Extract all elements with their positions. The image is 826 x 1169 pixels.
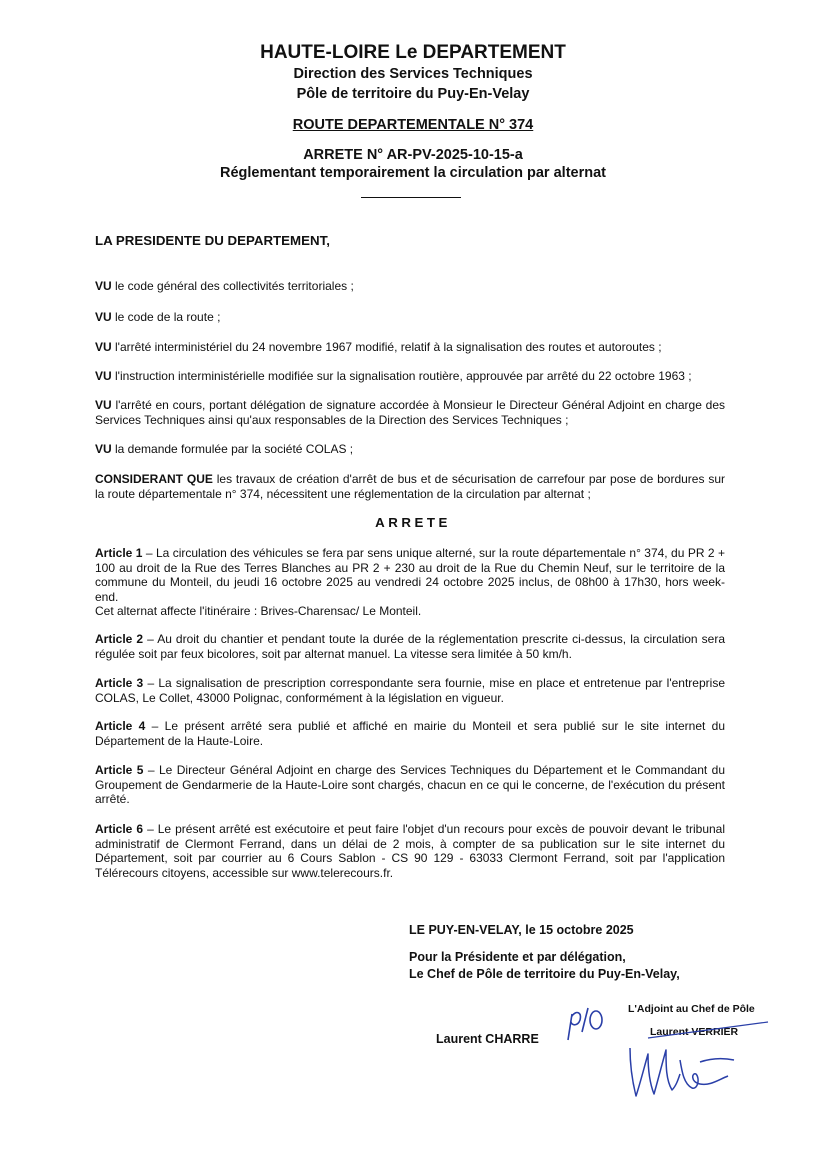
article-lead: Article 6 (95, 822, 144, 836)
delegation-line-2: Le Chef de Pôle de territoire du Puy-En-Velay, (409, 967, 680, 981)
article-text: – Le Directeur Général Adjoint en charge des Services Techniques du Département et le Commandant du Groupement de Gendarmerie de la Haute-Loire sont chargés, chacun en ce qui le concerne, de l'exécution du présent arrêté. (95, 763, 725, 807)
article-2 (95, 632, 725, 661)
article-4 (95, 719, 725, 748)
article-text: – Le présent arrêté est exécutoire et peut faire l'objet d'un recours pour excès de pouvoir devant le tribunal administratif de Clermont Ferrand, dans un délai de 2 mois, à compter de sa publication sur le site internet du Département, soit par courrier au 6 Cours Sablon - CS 90 129 - 63033 Clermont Ferrand, soit par l'application Télérecours citoyens, accessible sur www.telerecours.fr. (95, 822, 726, 880)
article-1 (95, 546, 725, 619)
arrete-heading: ARRETE (375, 515, 451, 530)
visa-text: le code général des collectivités territoriales ; (111, 279, 354, 293)
pole-name: Pôle de territoire du Puy-En-Velay (296, 86, 530, 102)
considerant-text: les travaux de création d'arrêt de bus et de sécurisation de carrefour par pose de bordures sur la route départementale n° 374, nécessitent une réglementation de la circulation par alternat ; (95, 472, 725, 501)
place-date: LE PUY-EN-VELAY, le 15 octobre 2025 (409, 923, 634, 937)
visa-item (95, 442, 725, 457)
visa-text: la demande formulée par la société COLAS ; (111, 442, 354, 456)
article-lead: Article 2 (95, 632, 144, 646)
visa-item (95, 369, 725, 384)
article-5 (95, 763, 725, 807)
visa-lead: VU (95, 442, 112, 456)
article-lead: Article 1 (95, 546, 143, 560)
direction-name: Direction des Services Techniques (293, 66, 533, 82)
visa-lead: VU (95, 369, 112, 383)
visa-item (95, 340, 725, 355)
delegation-line-1: Pour la Présidente et par délégation, (409, 950, 626, 964)
adjoint-name: Laurent VERRIER (650, 1026, 739, 1038)
article-text: – Le présent arrêté sera publié et affiché en mairie du Monteil et sera publié sur le site internet du Département de la Haute-Loire. (95, 719, 726, 748)
route-title: ROUTE DEPARTEMENTALE N° 374 (292, 117, 534, 133)
article-text: – La signalisation de prescription correspondante sera fournie, mise en place et entretenue par l'entreprise COLAS, Le Collet, 43000 Polignac, conformément à la législation en vigueur. (95, 676, 725, 705)
article-6 (95, 822, 725, 880)
considerant-item (95, 472, 725, 501)
visa-item (95, 279, 725, 294)
article-3 (95, 676, 725, 705)
arrete-number: ARRETE N° AR-PV-2025-10-15-a (303, 147, 523, 163)
article-extra: Cet alternat affecte l'itinéraire : Brives-Charensac/ Le Monteil. (95, 604, 422, 619)
department-name: HAUTE-LOIRE Le DEPARTEMENT (260, 42, 566, 63)
visa-lead: VU (95, 398, 112, 412)
visa-lead: VU (95, 340, 112, 354)
article-lead: Article 3 (95, 676, 144, 690)
visa-text: le code de la route ; (111, 310, 221, 324)
visa-lead: VU (95, 310, 112, 324)
article-lead: Article 4 (95, 719, 146, 733)
visa-lead: VU (95, 279, 112, 293)
visa-item (95, 398, 725, 427)
considerant-lead: CONSIDERANT QUE (95, 472, 213, 486)
visa-text: l'arrêté interministériel du 24 novembre 1967 modifié, relatif à la signalisation des routes et autoroutes ; (111, 340, 662, 354)
visa-item (95, 310, 725, 325)
signatory-name: Laurent CHARRE (436, 1032, 539, 1046)
article-text: – Au droit du chantier et pendant toute la durée de la réglementation prescrite ci-dessus, la circulation sera régulée soit par feux bicolores, soit par alternat manuel. La vitesse sera limitée à 50 km/h. (95, 632, 725, 661)
arrete-subject: Réglementant temporairement la circulation par alternat (220, 165, 606, 181)
visa-text: l'instruction interministérielle modifiée sur la signalisation routière, approuvée par arrêté du 22 octobre 1963 ; (111, 369, 692, 383)
article-text: – La circulation des véhicules se fera par sens unique alterné, sur la route départementale n° 374, du PR 2 + 100 au droit de la Rue des Terres Blanches au PR 2 + 230 au droit de la Rue du Chemin Neuf, sur le territoire de la commune du Monteil, du jeudi 16 octobre 2025 au vendredi 24 octobre 2025 inclus, de 08h00 à 17h30, hors week-end. (95, 546, 725, 604)
adjoint-title: L'Adjoint au Chef de Pôle (628, 1003, 755, 1015)
visa-text: l'arrêté en cours, portant délégation de signature accordée à Monsieur le Directeur Général Adjoint en charge des Services Techniques ainsi qu'aux responsables de la Direction des Services Techniques ; (95, 398, 725, 427)
header-divider (361, 197, 461, 198)
article-lead: Article 5 (95, 763, 144, 777)
signature-scribble (600, 1014, 780, 1104)
president-title: LA PRESIDENTE DU DEPARTEMENT, (95, 233, 330, 248)
